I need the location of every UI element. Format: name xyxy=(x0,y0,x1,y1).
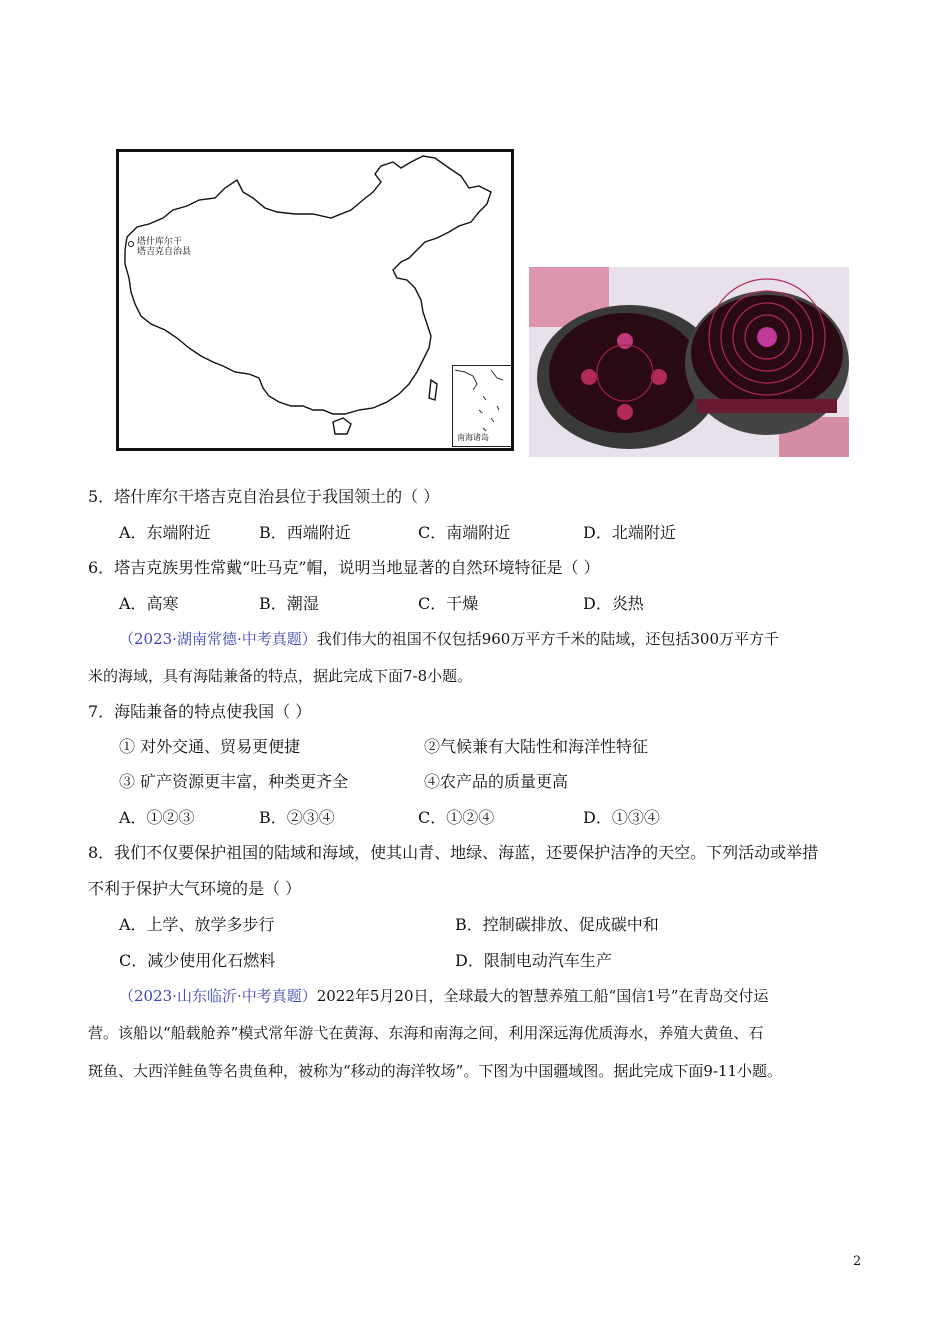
q6-option-b: B．潮湿 xyxy=(259,594,319,613)
question-8-stem-line-2: 不利于保护大气环境的是（ ） xyxy=(88,879,302,898)
passage-2-line-1: （2023·山东临沂·中考真题）2022年5月20日，全球最大的智慧养殖工船“国信1号”在青岛交付运 xyxy=(119,987,769,1005)
q8-option-b: B．控制碳排放、促成碳中和 xyxy=(455,915,659,934)
question-5-stem: 5．塔什库尔干塔吉克自治县位于我国领土的（ ） xyxy=(88,487,440,506)
q7-option-d: D．①③④ xyxy=(583,808,660,827)
passage-2-source: （2023·山东临沂·中考真题） xyxy=(119,987,317,1005)
q7-option-a: A．①②③ xyxy=(119,808,195,827)
passage-1-line-1: （2023·湖南常德·中考真题）我们伟大的祖国不仅包括960万平方千米的陆域，还包括300万平方千 xyxy=(119,630,779,648)
passage-2-line-3: 斑鱼、大西洋鲑鱼等名贵鱼种，被称为“移动的海洋牧场”。下图为中国疆域图。据此完成下面9-11小题。 xyxy=(88,1062,783,1080)
q8-option-d: D．限制电动汽车生产 xyxy=(455,951,612,970)
hat-illustration xyxy=(529,267,849,457)
location-marker xyxy=(129,242,134,247)
hainan-island xyxy=(333,418,351,434)
q7-item-2: ②气候兼有大陆性和海洋性特征 xyxy=(424,737,649,756)
south-china-sea-inset xyxy=(452,365,512,447)
q7-item-3: ③ 矿产资源更丰富，种类更齐全 xyxy=(119,772,349,791)
question-7-stem: 7．海陆兼备的特点使我国（ ） xyxy=(88,702,312,721)
q8-option-a: A．上学、放学多步行 xyxy=(119,915,275,934)
q6-option-c: C．干燥 xyxy=(418,594,479,613)
page-number: 2 xyxy=(853,1254,862,1269)
question-8-stem-line-1: 8．我们不仅要保护祖国的陆域和海域，使其山青、地绿、海蓝，还要保护洁净的天空。下列活动或举措 xyxy=(88,843,819,862)
passage-1-source: （2023·湖南常德·中考真题） xyxy=(119,630,317,648)
q8-option-c: C．减少使用化石燃料 xyxy=(119,951,276,970)
passage-1-line-2: 米的海域，具有海陆兼备的特点，据此完成下面7-8小题。 xyxy=(88,667,473,685)
q5-option-d: D．北端附近 xyxy=(583,523,676,542)
q6-option-a: A．高寒 xyxy=(119,594,179,613)
q7-item-4: ④农产品的质量更高 xyxy=(424,772,569,791)
passage-2-line-2: 营。该船以“船载舱养”模式常年游弋在黄海、东海和南海之间，利用深远海优质海水，养殖大黄鱼、石 xyxy=(88,1024,764,1042)
q7-option-c: C．①②④ xyxy=(418,808,495,827)
q7-item-1: ① 对外交通、贸易更便捷 xyxy=(119,737,301,756)
china-map-figure xyxy=(116,149,514,451)
q5-option-c: C．南端附近 xyxy=(418,523,511,542)
q5-option-b: B．西端附近 xyxy=(259,523,351,542)
tumak-hat-photo xyxy=(529,267,849,457)
map-location-label: 塔什库尔干 塔吉克自治县 xyxy=(137,237,192,257)
question-6-stem: 6．塔吉克族男性常戴“吐马克”帽，说明当地显著的自然环境特征是（ ） xyxy=(88,558,600,577)
china-border-path xyxy=(125,156,491,414)
taiwan-island xyxy=(429,380,437,400)
q5-option-a: A．东端附近 xyxy=(119,523,211,542)
inset-label: 南海诸岛 xyxy=(457,433,489,442)
q7-option-b: B．②③④ xyxy=(259,808,335,827)
q6-option-d: D．炎热 xyxy=(583,594,644,613)
